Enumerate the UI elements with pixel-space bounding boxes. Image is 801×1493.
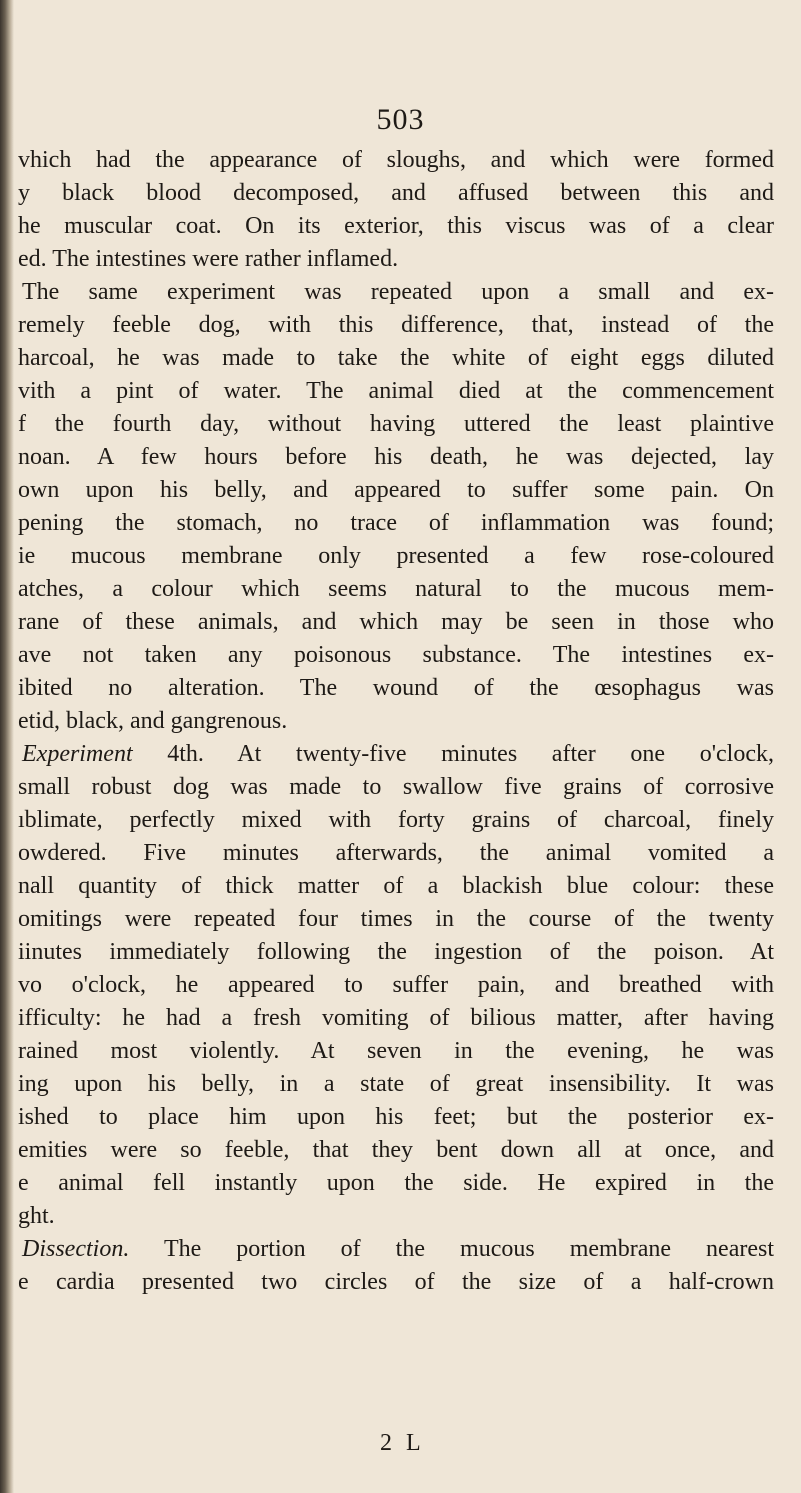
text-line: ave not taken any poisonous substance. The intestines ex-	[18, 642, 774, 668]
text-line: emities were so feeble, that they bent down all at once, and	[18, 1137, 774, 1163]
text-line: rained most violently. At seven in the evening, he was	[18, 1038, 774, 1064]
page-number: 503	[376, 103, 425, 136]
text-line: ie mucous membrane only presented a few rose-coloured	[18, 543, 774, 569]
text-line: vo o'clock, he appeared to suffer pain, and breathed with	[18, 972, 774, 998]
text-line: The same experiment was repeated upon a small and ex-	[22, 279, 774, 305]
text-line: owdered. Five minutes afterwards, the animal vomited a	[18, 840, 774, 866]
dissection-label: Dissection.	[22, 1236, 130, 1262]
text-line: ibited no alteration. The wound of the œsophagus was	[18, 675, 774, 701]
text-line: ing upon his belly, in a state of great insensibility. It was	[18, 1071, 774, 1097]
experiment-heading-line	[18, 738, 774, 771]
text-line: ght.	[18, 1203, 55, 1229]
text-line: he muscular coat. On its exterior, this viscus was of a clear	[18, 213, 774, 239]
text-line: ıblimate, perfectly mixed with forty grains of charcoal, finely	[18, 807, 774, 833]
dissection-heading-line	[18, 1233, 774, 1266]
text-line: e animal fell instantly upon the side. He expired in the	[18, 1170, 774, 1196]
text-line: ifficulty: he had a fresh vomiting of bilious matter, after having	[18, 1005, 774, 1031]
text-line: remely feeble dog, with this difference, that, instead of the	[18, 312, 774, 338]
text-line: y black blood decomposed, and affused between this and	[18, 180, 774, 206]
experiment-text: At twenty-five minutes after one o'clock,	[237, 741, 774, 767]
experiment-label: Experiment	[22, 741, 133, 767]
text-line: etid, black, and gangrenous.	[18, 708, 288, 734]
text-line: small robust dog was made to swallow five grains of corrosive	[18, 774, 774, 800]
text-line: vhich had the appearance of sloughs, and which were formed	[18, 147, 774, 173]
page-binding-edge	[0, 0, 14, 1493]
text-line: omitings were repeated four times in the course of the twenty	[18, 906, 774, 932]
text-line: e cardia presented two circles of the size of a half-crown	[18, 1269, 774, 1295]
text-line: nall quantity of thick matter of a blackish blue colour: these	[18, 873, 774, 899]
text-line: f the fourth day, without having uttered the least plaintive	[18, 411, 774, 437]
text-line: atches, a colour which seems natural to the mucous mem-	[18, 576, 774, 602]
text-line: harcoal, he was made to take the white of eight eggs diluted	[18, 345, 774, 371]
signature-mark: 2 L	[380, 1430, 425, 1456]
experiment-number: 4th.	[167, 741, 204, 767]
body-text	[18, 144, 774, 1299]
text-line: vith a pint of water. The animal died at the commencement	[18, 378, 774, 404]
text-line: own upon his belly, and appeared to suffer some pain. On	[18, 477, 774, 503]
text-line: noan. A few hours before his death, he was dejected, lay	[18, 444, 774, 470]
text-line: ished to place him upon his feet; but the posterior ex-	[18, 1104, 774, 1130]
text-line: iinutes immediately following the ingestion of the poison. At	[18, 939, 774, 965]
text-line: ed. The intestines were rather inflamed.	[18, 246, 399, 272]
dissection-text: The portion of the mucous membrane nearest	[163, 1236, 774, 1262]
text-line: rane of these animals, and which may be seen in those who	[18, 609, 774, 635]
text-line: pening the stomach, no trace of inflammation was found;	[18, 510, 774, 536]
